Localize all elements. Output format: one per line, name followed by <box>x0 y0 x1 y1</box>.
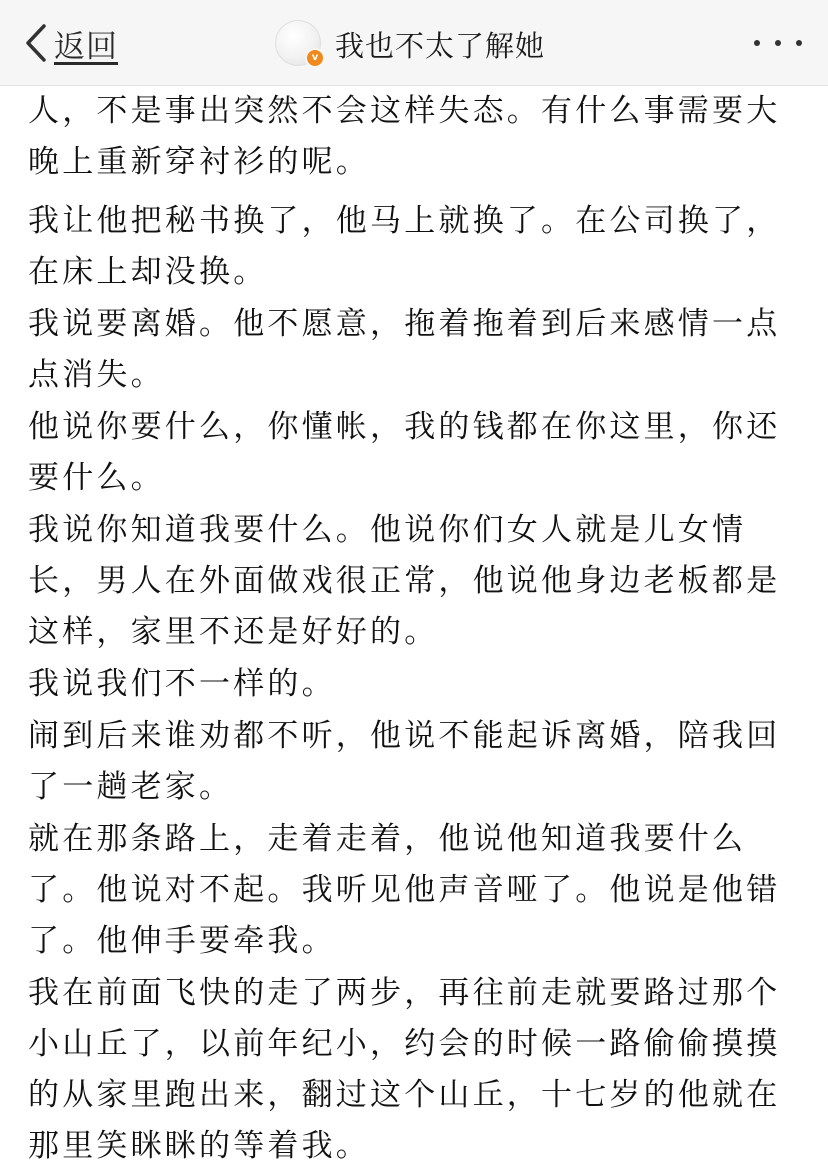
verified-badge-icon: v <box>305 48 325 68</box>
back-button[interactable] <box>22 20 118 66</box>
back-label[interactable]: 返回 <box>54 28 118 65</box>
article-paragraph: 我说要离婚。他不愿意，拖着拖着到后来感情一点点消失。 <box>28 306 781 393</box>
more-dots-icon <box>796 40 802 46</box>
article-paragraph: 我在前面飞快的走了两步，再往前走就要路过那个小山丘了，以前年纪小，约会的时候一路偷偷摸摸的从家里跑出来，翻过这个山丘，十七岁的他就在那里笑眯眯的等着我。 <box>28 975 781 1164</box>
article-paragraph: 就在那条路上，走着走着，他说他知道我要什么了。他说对不起。我听见他声音哑了。他说是他错了。他伸手要牵我。 <box>28 821 781 959</box>
more-dots-icon <box>754 40 760 46</box>
article-paragraph: 人，不是事出突然不会这样失态。有什么事需要大晚上重新穿衬衫的呢。 <box>28 93 781 180</box>
article-paragraph: 闹到后来谁劝都不听，他说不能起诉离婚，陪我回了一趟老家。 <box>28 718 781 805</box>
chevron-left-icon <box>22 20 52 66</box>
article-paragraph: 他说你要什么，你懂帐，我的钱都在你这里，你还要什么。 <box>28 409 781 496</box>
more-dots-icon <box>775 40 781 46</box>
article-paragraph: 我说你知道我要什么。他说你们女人就是儿女情长，男人在外面做戏很正常，他说他身边老板都是这样，家里不还是好好的。 <box>28 512 781 650</box>
top-nav-bar <box>0 0 828 86</box>
more-options-button[interactable] <box>754 32 802 54</box>
article-paragraph: 我让他把秘书换了，他马上就换了。在公司换了，在床上却没换。 <box>28 203 781 290</box>
article-paragraph: 我说我们不一样的。 <box>28 666 336 702</box>
author-avatar[interactable] <box>275 20 325 70</box>
page-title[interactable]: 我也不太了解她 <box>335 29 546 63</box>
article-body <box>28 86 800 1173</box>
